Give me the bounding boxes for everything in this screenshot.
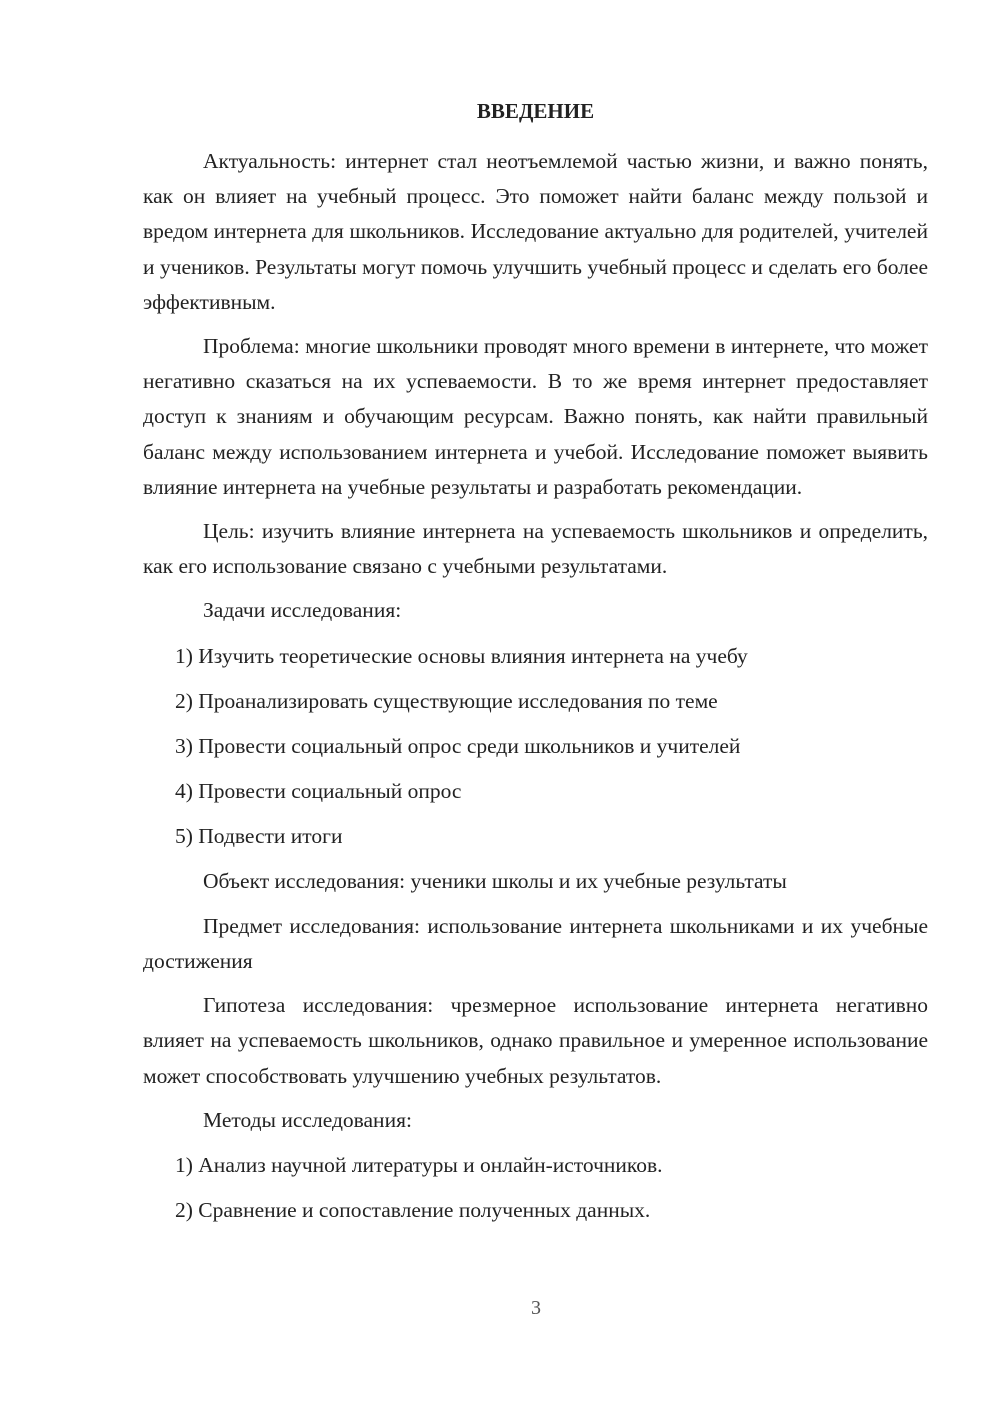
page-number: 3 bbox=[531, 1297, 541, 1319]
object-paragraph: Объект исследования: ученики школы и их учебные результаты bbox=[203, 868, 787, 893]
list-item: 1) Изучить теоретические основы влияния интернета на учебу bbox=[175, 643, 748, 668]
methods-list bbox=[143, 1148, 928, 1228]
page-title: ВВЕДЕНИЕ bbox=[476, 99, 595, 123]
problem-paragraph: Проблема: многие школьники проводят много времени в интернете, что может негативно сказаться на их успеваемости. В то же время интернет предоставляет доступ к знаниям и обучающим ресурсам. Важно понять, как найти правильный баланс между использованием интернета и учебой. Исследование поможет выявить влияние интернета на учебные результаты и разработать рекомендации. bbox=[143, 334, 928, 499]
list-item: 1) Анализ научной литературы и онлайн-источников. bbox=[175, 1153, 663, 1178]
list-item: 5) Подвести итоги bbox=[175, 823, 343, 848]
methods-heading: Методы исследования: bbox=[203, 1107, 412, 1132]
goal-paragraph: Цель: изучить влияние интернета на успеваемость школьников и определить, как его использование связано с учебными результатами. bbox=[143, 519, 928, 579]
list-item: 2) Сравнение и сопоставление полученных данных. bbox=[175, 1198, 651, 1223]
page-content bbox=[143, 94, 928, 1238]
list-item: 2) Проанализировать существующие исследования по теме bbox=[175, 688, 718, 713]
list-item: 3) Провести социальный опрос среди школьников и учителей bbox=[175, 733, 741, 758]
tasks-heading: Задачи исследования: bbox=[203, 598, 402, 623]
list-item: 4) Провести социальный опрос bbox=[175, 778, 462, 803]
hypothesis-paragraph: Гипотеза исследования: чрезмерное использование интернета негативно влияет на успеваемость школьников, однако правильное и умеренное использование может способствовать улучшению учебных результатов. bbox=[143, 993, 928, 1088]
subject-paragraph: Предмет исследования: использование интернета школьниками и их учебные достижения bbox=[143, 913, 928, 974]
tasks-list bbox=[143, 639, 928, 854]
relevance-paragraph: Актуальность: интернет стал неотъемлемой частью жизни, и важно понять, как он влияет на учебный процесс. Это поможет найти баланс между пользой и вредом интернета для школьников. Исследование актуально для родителей, учителей и учеников. Результаты могут помочь улучшить учебный процесс и сделать его более эффективным. bbox=[143, 149, 928, 314]
